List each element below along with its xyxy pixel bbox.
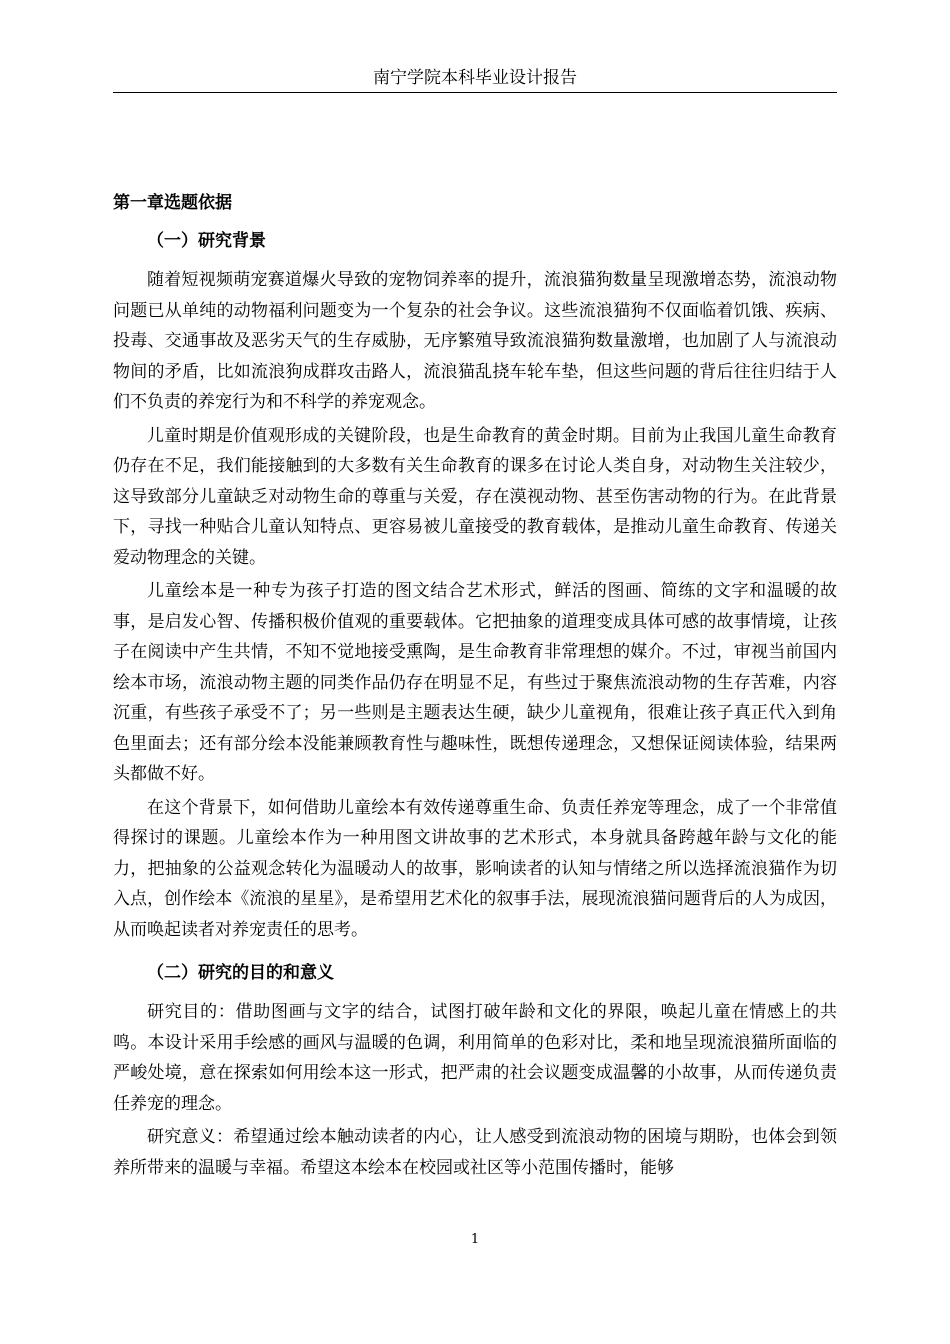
section-title-background: （一）研究背景 (147, 231, 266, 251)
section-title-purpose: （二）研究的目的和意义 (147, 963, 334, 983)
page-header-title: 南宁学院本科毕业设计报告 (373, 68, 577, 88)
header-divider (113, 92, 837, 93)
page-content (113, 191, 837, 1186)
paragraph: 研究意义：希望通过绘本触动读者的内心，让人感受到流浪动物的困境与期盼，也体会到领养所带来的温暖与幸福。希望这本绘本在校园或社区等小范围传播时，能够 (113, 1127, 837, 1178)
page-number: 1 (470, 1232, 480, 1247)
paragraph: 随着短视频萌宠赛道爆火导致的宠物饲养率的提升，流浪猫狗数量呈现激增态势，流浪动物问题已从单纯的动物福利问题变为一个复杂的社会争议。这些流浪猫狗不仅面临着饥饿、疾病、投毒、交通事故及恶劣天气的生存威胁，无序繁殖导致流浪猫狗数量激增，也加剧了人与流浪动物间的矛盾，比如流浪狗成群攻击路人，流浪猫乱挠车轮车垫，但这些问题的背后往往归结于人们不负责的养宠行为和不科学的养宠观念。 (113, 270, 837, 412)
chapter-title: 第一章选题依据 (113, 193, 232, 213)
paragraph: 儿童绘本是一种专为孩子打造的图文结合艺术形式，鲜活的图画、简练的文字和温暖的故事，是启发心智、传播积极价值观的重要载体。它把抽象的道理变成具体可感的故事情境，让孩子在阅读中产生共情，不知不觉地接受熏陶，是生命教育非常理想的媒介。不过，审视当前国内绘本市场，流浪动物主题的同类作品仍存在明显不足，有些过于聚焦流浪动物的生存苦难，内容沉重，有些孩子承受不了；另一些则是主题表达生硬，缺少儿童视角，很难让孩子真正代入到角色里面去；还有部分绘本没能兼顾教育性与趣味性，既想传递理念，又想保证阅读体验，结果两头都做不好。 (113, 581, 837, 784)
paragraph: 儿童时期是价值观形成的关键阶段，也是生命教育的黄金时期。目前为止我国儿童生命教育仍存在不足，我们能接触到的大多数有关生命教育的课多在讨论人类自身，对动物生关注较少，这导致部分儿童缺乏对动物生命的尊重与关爱，存在漠视动物、甚至伤害动物的行为。在此背景下，寻找一种贴合儿童认知特点、更容易被儿童接受的教育载体，是推动儿童生命教育、传递关爱动物理念的关键。 (113, 425, 837, 568)
paragraph: 研究目的：借助图画与文字的结合，试图打破年龄和文化的界限，唤起儿童在情感上的共鸣。本设计采用手绘感的画风与温暖的色调，利用简单的色彩对比，柔和地呈现流浪猫所面临的严峻处境，意在探索如何用绘本这一形式，把严肃的社会议题变成温馨的小故事，从而传递负责任养宠的理念。 (113, 1002, 837, 1114)
paragraph: 在这个背景下，如何借助儿童绘本有效传递尊重生命、负责任养宠等理念，成了一个非常值得探讨的课题。儿童绘本作为一种用图文讲故事的艺术形式，本身就具备跨越年龄与文化的能力，把抽象的公益观念转化为温暖动人的故事，影响读者的认知与情绪之所以选择流浪猫作为切入点，创作绘本《流浪的星星》，是希望用艺术化的叙事手法，展现流浪猫问题背后的人为成因，从而唤起读者对养宠责任的思考。 (113, 797, 837, 940)
